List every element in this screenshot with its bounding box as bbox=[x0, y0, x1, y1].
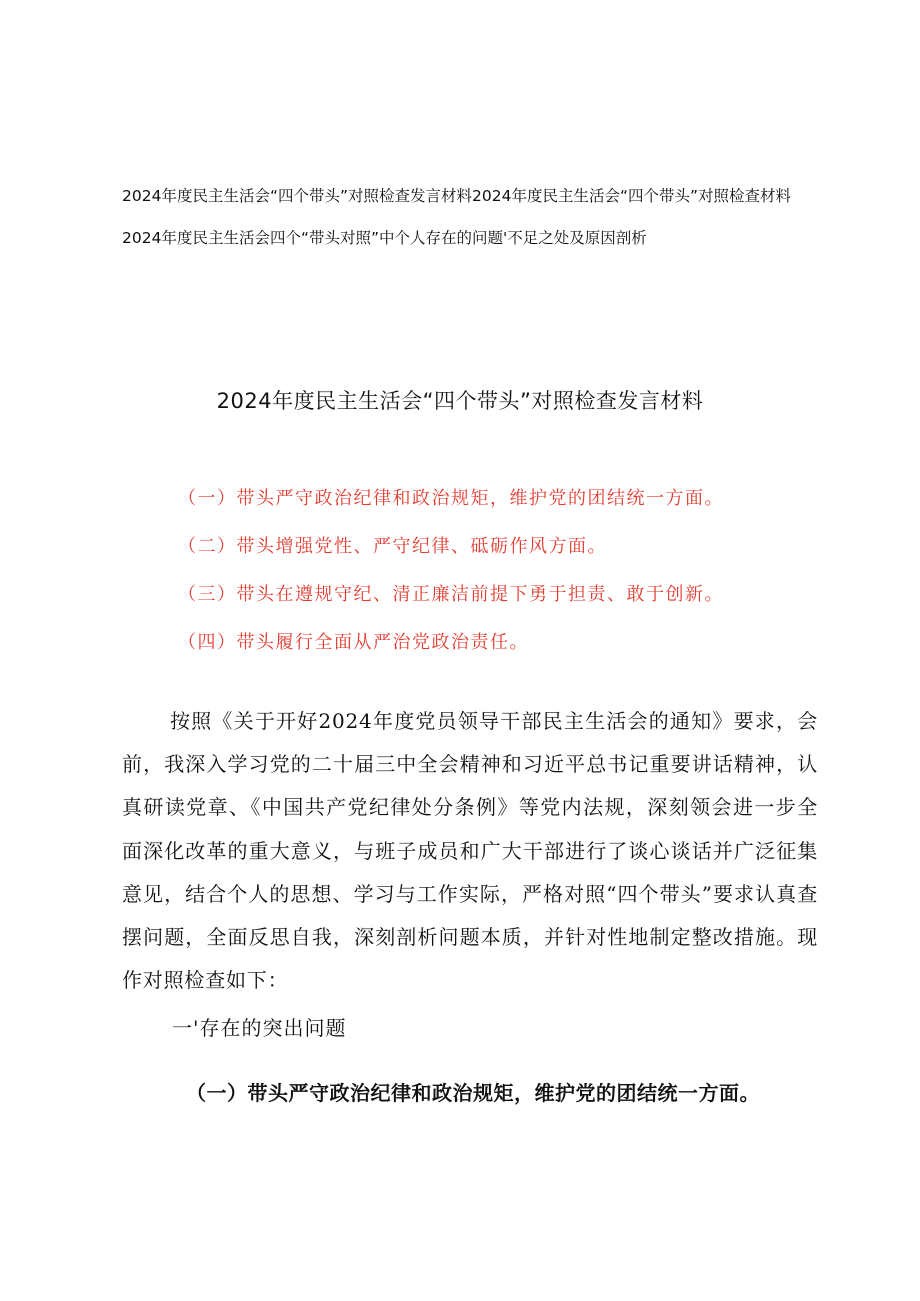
red-item-list bbox=[178, 482, 878, 674]
section-heading: 一'存在的突出问题 bbox=[172, 1016, 347, 1040]
red-item-2: （二）带头增强党性、严守纪律、砥砺作风方面。 bbox=[178, 536, 607, 557]
header-lines bbox=[122, 183, 822, 251]
red-item-4: （四）带头履行全面从严治党政治责任。 bbox=[178, 632, 529, 653]
body-paragraph: 按照《关于开好2024年度党员领导干部民主生活会的通知》要求，会前，我深入学习党的二十届三中全会精神和习近平总书记重要讲话精神，认真研读党章、《中国共产党纪律处分条例》等党内法规，深刻领会进一步全面深化改革的重大意义，与班子成员和广大干部进行了谈心谈话并广泛征集意见，结合个人的思想、学习与工作实际，严格对照“四个带头”要求认真查摆问题，全面反思自我，深刻剖析问题本质，并针对性地制定整改措施。现作对照检查如下： bbox=[122, 709, 818, 993]
header-line-2: 2024年度民主生活会四个“带头对照”中个人存在的问题'不足之处及原因剖析 bbox=[122, 229, 647, 247]
sub-heading: （一）带头严守政治纪律和政治规矩，维护党的团结统一方面。 bbox=[186, 1081, 760, 1105]
header-line-1: 2024年度民主生活会“四个带头”对照检查发言材料2024年度民主生活会“四个带头”对照检查材料 bbox=[122, 187, 792, 205]
red-item-3: （三）带头在遵规守纪、清正廉洁前提下勇于担责、敢于创新。 bbox=[178, 584, 724, 605]
red-item-1: （一）带头严守政治纪律和政治规矩，维护党的团结统一方面。 bbox=[178, 488, 724, 509]
document-title: 2024年度民主生活会“四个带头”对照检查发言材料 bbox=[216, 389, 704, 413]
